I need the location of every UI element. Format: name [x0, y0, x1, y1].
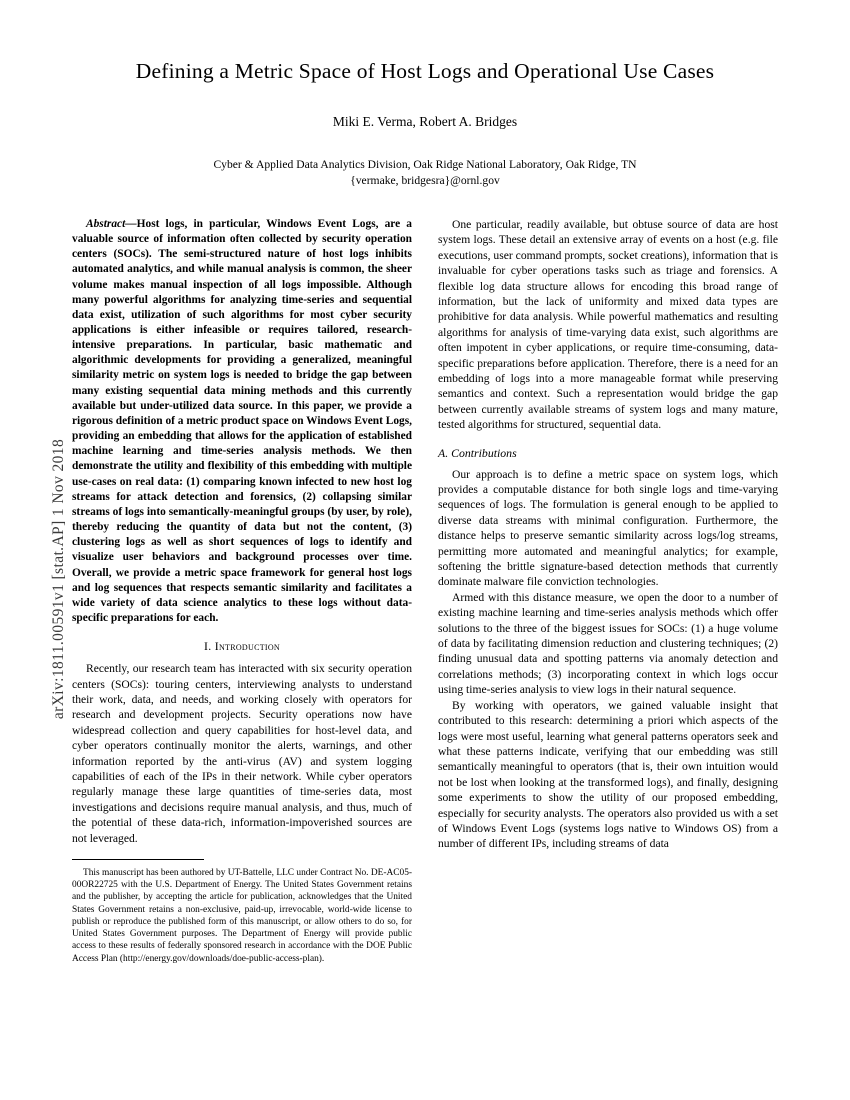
- left-column: [72, 217, 412, 965]
- subsection-heading-contributions: A. Contributions: [438, 445, 517, 460]
- abstract-text: Host logs, in particular, Windows Event Logs, are a valuable source of information often collected by security operation centers (SOCs). The semi-structured nature of host logs inhibits automated analytics, and while manual analysis is common, the sheer volume makes manual inspection of all logs impossible. Although many powerful algorithms for analyzing time-series and sequential data exist, utilization of such algorithms for most cyber security applications is either infeasible or requires tailored, research-intensive preparations. In particular, basic mathematic and algorithmic developments for providing a generalized, meaningful similarity metric on system logs is needed to bridge the gap between many existing sequential data mining methods and this currently available but under-utilized data source. In this paper, we provide a rigorous definition of a metric product space on Windows Event Logs, providing an embedding that allows for the application of established machine learning and time-series analysis methods. We then demonstrate the utility and flexibility of this embedding with multiple use-cases on real data: (1) comparing known infected to new host log streams for attack detection and forensics, (2) collapsing similar streams of logs into semantically-meaningful groups (by user, by role), thereby reducing the quantity of data but not the content, (3) clustering logs as well as short sequences of logs to identify and visualize user behaviors and background processes over time. Overall, we provide a metric space framework for general host logs and log sequences that respects semantic similarity and facilitates a wide variety of data science analytics to these logs without data-specific preparations for each.: [72, 217, 412, 624]
- author-list: Miki E. Verma, Robert A. Bridges: [332, 113, 518, 129]
- abstract-label: Abstract—: [86, 217, 137, 230]
- abstract-paragraph: [72, 217, 412, 626]
- footnote-divider: [72, 859, 204, 860]
- arxiv-identifier-stamp: arXiv:1811.00591v1 [stat.AP] 1 Nov 2018: [50, 438, 67, 720]
- contributions-paragraph-3: By working with operators, we gained valuable insight that contributed to this research: determining a priori which aspects of the logs were most useful, learning what general patterns operators seek and what these patterns indicate, verifying that our embedding was still semantically meaningful to operators (that is, their own intuition would not be lost when looking at the transformed logs), and finally, designing some experiments to show the utility of our proposed embedding, especially for security analysts. The operators also provided us with a set of Windows Event Logs (systems logs native to Windows OS) from a number of different IPs, including streams of data: [438, 698, 778, 851]
- intro-paragraph-1: Recently, our research team has interacted with six security operation centers (SOCs): touring centers, interviewing analysts to understand their work, data, and needs, and working closely with operators for research and development projects. Security operations now have widespread collection and query capabilities for host-level data, and cyber operators continually monitor the alerts, warnings, and other information reported by the anti-virus (AV) and system logging capabilities of each of the IPs in their network. While cyber operators regularly manage these large quantities of time-series data, most investigations and decisions require manual analysis, and thus, much of the potential of these data-rich, information-impoverished sources are not leveraged.: [72, 662, 412, 845]
- footnote-block: [72, 859, 412, 965]
- page-title: Defining a Metric Space of Host Logs and Operational Use Cases: [135, 59, 715, 83]
- contact-email: {vermake, bridgesra}@ornl.gov: [350, 173, 500, 187]
- contributions-paragraph-2: Armed with this distance measure, we open the door to a number of existing machine learning and time-series analysis methods which offer solutions to the three of the biggest issues for SOCs: (1) a huge volume of data by facilitating dimension reduction and clustering techniques; (2) finding unusual data and spotting patterns via anomaly detection and correlations methods; (3) incorporating context in which logs occur using time-series analysis to view logs in their natural sequence.: [438, 590, 778, 697]
- section-heading-introduction: I. Introduction: [203, 639, 281, 654]
- contributions-paragraph-1: Our approach is to define a metric space on system logs, which provides a computable distance for both single logs and time-varying sequences of logs. The formulation is general enough to be applied to diverse data streams with minimal configuration. Furthermore, the distance helps to preserve semantic similarity across logs/log streams, permitting more automated and meaningful analytics; for example, softening the brittle signature-based detection methods that currently dominate malware file conviction technologies.: [438, 467, 778, 589]
- two-column-body: [72, 217, 778, 965]
- affiliation: Cyber & Applied Data Analytics Division, Oak Ridge National Laboratory, Oak Ridge, TN: [213, 157, 637, 171]
- right-paragraph-1: One particular, readily available, but obtuse source of data are host system logs. These detail an extensive array of events on a host (e.g. file executions, user command prompts, socket creations), information that is invaluable for cyber operations tasks such as triage and forensics. A flexible log data structure allows for encoding this broad range of information, but the lack of uniformity and mixed data types are prohibitive for data analysis. While powerful mathematics and resulting algorithms for analysis of time-varying data exist, such algorithms are often impotent in cyber applications, or require time-consuming, data-specific preparations before application. Therefore, there is a need for an embedding of logs into a more manageable format while preserving semantics and context. Such a representation would bridge the gap between currently available streams of system logs and many mature, tested algorithms for structured, sequential data.: [438, 217, 778, 432]
- paper-content: [72, 58, 778, 965]
- footnote-text: This manuscript has been authored by UT-Battelle, LLC under Contract No. DE-AC05-00OR22725 with the U.S. Department of Energy. The United States Government retains and the publisher, by accepting the article for publication, acknowledges that the United States Government retains a non-exclusive, paid-up, irrevocable, world-wide license to publish or reproduce the published form of this manuscript, or allow others to do so, for United States Government purposes. The Department of Energy will provide public access to these results of federally sponsored research in accordance with the DOE Public Access Plan (http://energy.gov/downloads/doe-public-access-plan).: [72, 868, 413, 964]
- right-column: [438, 217, 778, 852]
